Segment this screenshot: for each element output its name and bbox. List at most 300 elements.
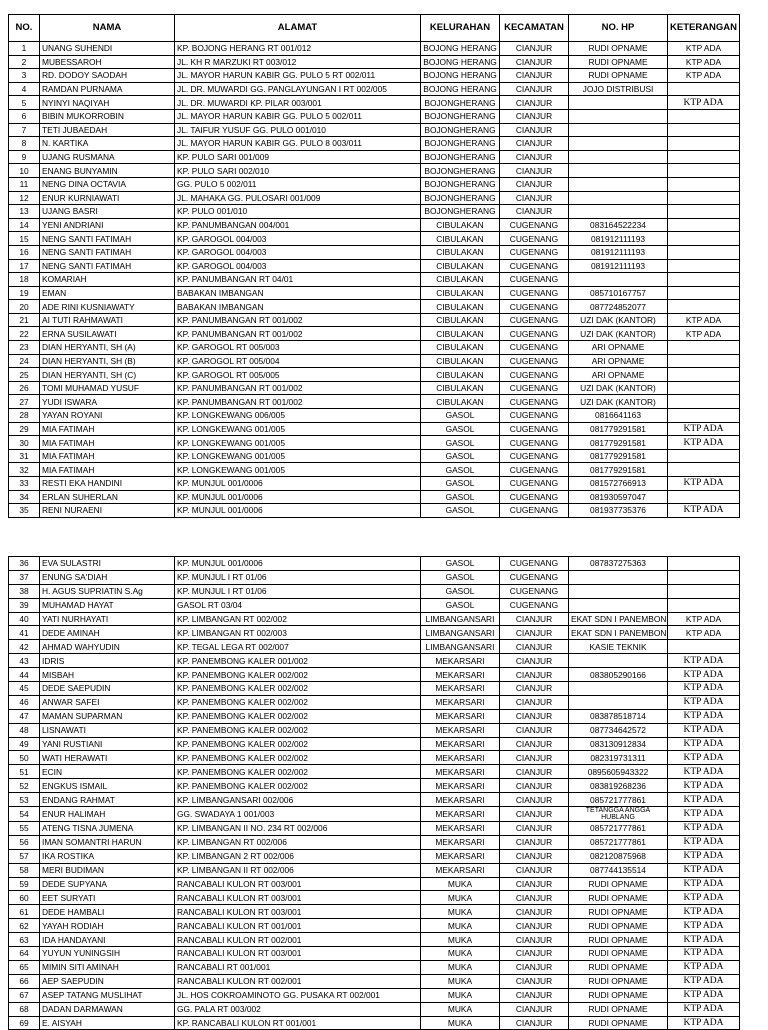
cell-no: 36 bbox=[9, 557, 40, 571]
cell-kelurahan: CIBULAKAN bbox=[421, 327, 500, 341]
cell-alamat: JL. MAYOR HARUN KABIR GG. PULO 5 002/011 bbox=[175, 109, 421, 123]
cell-no: 58 bbox=[9, 863, 40, 877]
cell-keterangan: KTP ADA bbox=[668, 436, 740, 450]
cell-hp bbox=[569, 682, 668, 696]
cell-no: 10 bbox=[9, 164, 40, 178]
cell-no: 4 bbox=[9, 82, 40, 96]
cell-keterangan bbox=[668, 354, 740, 368]
cell-kecamatan: CIANJUR bbox=[500, 109, 569, 123]
cell-hp: 085721777861 bbox=[569, 793, 668, 807]
cell-hp: UZI DAK (KANTOR) bbox=[569, 395, 668, 409]
cell-kelurahan: CIBULAKAN bbox=[421, 232, 500, 246]
table-row bbox=[9, 232, 740, 246]
cell-keterangan bbox=[668, 368, 740, 382]
cell-no: 64 bbox=[9, 947, 40, 961]
cell-alamat: BABAKAN IMBANGAN bbox=[175, 300, 421, 314]
cell-nama: ATENG TISNA JUMENA bbox=[40, 822, 175, 836]
cell-kecamatan: CIANJUR bbox=[500, 765, 569, 779]
cell-alamat: JL. MAYOR HARUN KABIR GG. PULO 8 003/011 bbox=[175, 137, 421, 151]
cell-keterangan bbox=[668, 205, 740, 219]
cell-keterangan: KTP ADA bbox=[668, 974, 740, 988]
cell-hp bbox=[569, 654, 668, 668]
cell-no: 20 bbox=[9, 300, 40, 314]
table-row bbox=[9, 863, 740, 877]
cell-no: 2 bbox=[9, 55, 40, 69]
cell-hp: 087837275363 bbox=[569, 557, 668, 571]
table-row bbox=[9, 164, 740, 178]
cell-keterangan: KTP ADA bbox=[668, 1016, 740, 1030]
cell-kelurahan: MEKARSARI bbox=[421, 849, 500, 863]
cell-alamat: KP. MUNJUL I RT 01/06 bbox=[175, 584, 421, 598]
cell-kecamatan: CUGENANG bbox=[500, 490, 569, 504]
cell-nama: IMAN SOMANTRI HARUN bbox=[40, 835, 175, 849]
cell-hp: 081930597047 bbox=[569, 490, 668, 504]
table-row bbox=[9, 1016, 740, 1030]
table-row bbox=[9, 409, 740, 423]
cell-no: 42 bbox=[9, 640, 40, 654]
cell-nama: ERNA SUSILAWATI bbox=[40, 327, 175, 341]
cell-no: 31 bbox=[9, 449, 40, 463]
cell-kecamatan: CUGENANG bbox=[500, 313, 569, 327]
cell-kecamatan: CIANJUR bbox=[500, 877, 569, 891]
cell-hp: 081912111193 bbox=[569, 245, 668, 259]
cell-kecamatan: CUGENANG bbox=[500, 449, 569, 463]
cell-kecamatan: CUGENANG bbox=[500, 477, 569, 491]
table-row bbox=[9, 368, 740, 382]
cell-alamat: KP. LONGKEWANG 001/005 bbox=[175, 463, 421, 477]
cell-alamat: KP. LONGKEWANG 001/005 bbox=[175, 436, 421, 450]
cell-hp: 081912111193 bbox=[569, 259, 668, 273]
cell-hp bbox=[569, 598, 668, 612]
cell-keterangan bbox=[668, 449, 740, 463]
cell-alamat: BABAKAN IMBANGAN bbox=[175, 286, 421, 300]
cell-nama: ENUNG SA'DIAH bbox=[40, 570, 175, 584]
cell-keterangan bbox=[668, 259, 740, 273]
cell-keterangan bbox=[668, 232, 740, 246]
cell-alamat: KP. LIMBANGAN II RT 002/006 bbox=[175, 863, 421, 877]
table-row bbox=[9, 273, 740, 287]
cell-nama: TOMI MUHAMAD YUSUF bbox=[40, 381, 175, 395]
cell-hp: RUDI OPNAME bbox=[569, 947, 668, 961]
cell-nama: NENG DINA OCTAVIA bbox=[40, 177, 175, 191]
cell-nama: IDRIS bbox=[40, 654, 175, 668]
cell-hp: 081912111193 bbox=[569, 232, 668, 246]
table-row bbox=[9, 668, 740, 682]
cell-hp: RUDI OPNAME bbox=[569, 905, 668, 919]
cell-alamat: KP. PULO SARI 001/009 bbox=[175, 150, 421, 164]
cell-alamat: KP. RANCABALI KULON RT 001/001 bbox=[175, 1016, 421, 1030]
cell-hp: RUDI OPNAME bbox=[569, 960, 668, 974]
cell-nama: DIAN HERYANTI, SH (A) bbox=[40, 341, 175, 355]
cell-no: 54 bbox=[9, 807, 40, 822]
cell-alamat: KP. LIMBANGAN RT 002/002 bbox=[175, 612, 421, 626]
cell-kecamatan: CUGENANG bbox=[500, 368, 569, 382]
cell-alamat: KP. PANEMBONG KALER 002/002 bbox=[175, 751, 421, 765]
table-row bbox=[9, 477, 740, 491]
cell-no: 26 bbox=[9, 381, 40, 395]
cell-no: 28 bbox=[9, 409, 40, 423]
cell-hp: 081937735376 bbox=[569, 504, 668, 518]
cell-alamat: KP. MUNJUL I RT 01/06 bbox=[175, 570, 421, 584]
header-row bbox=[9, 15, 740, 42]
cell-kelurahan: GASOL bbox=[421, 570, 500, 584]
table-row bbox=[9, 557, 740, 571]
cell-keterangan: KTP ADA bbox=[668, 947, 740, 961]
cell-alamat: KP. GAROGOL 004/003 bbox=[175, 259, 421, 273]
cell-hp: 081572766913 bbox=[569, 477, 668, 491]
cell-hp: RUDI OPNAME bbox=[569, 55, 668, 69]
cell-alamat: KP. TEGAL LEGA RT 002/007 bbox=[175, 640, 421, 654]
cell-no: 29 bbox=[9, 422, 40, 436]
cell-kelurahan: GASOL bbox=[421, 504, 500, 518]
cell-alamat: KP. GAROGOL RT 005/004 bbox=[175, 354, 421, 368]
table-row bbox=[9, 341, 740, 355]
cell-kecamatan: CUGENANG bbox=[500, 463, 569, 477]
cell-keterangan bbox=[668, 273, 740, 287]
cell-kecamatan: CIANJUR bbox=[500, 1002, 569, 1016]
cell-hp: 087734642572 bbox=[569, 723, 668, 737]
cell-kelurahan: CIBULAKAN bbox=[421, 368, 500, 382]
table-row bbox=[9, 1002, 740, 1016]
cell-nama: MIA FATIMAH bbox=[40, 449, 175, 463]
cell-kelurahan: MUKA bbox=[421, 919, 500, 933]
cell-alamat: KP. PANEMBONG KALER 002/002 bbox=[175, 765, 421, 779]
cell-kelurahan: MUKA bbox=[421, 988, 500, 1002]
cell-kecamatan: CIANJUR bbox=[500, 69, 569, 83]
cell-kelurahan: CIBULAKAN bbox=[421, 286, 500, 300]
table-row bbox=[9, 504, 740, 518]
cell-keterangan: KTP ADA bbox=[668, 891, 740, 905]
table-row bbox=[9, 191, 740, 205]
cell-kecamatan: CUGENANG bbox=[500, 327, 569, 341]
cell-alamat: KP. PANEMBONG KALER 002/002 bbox=[175, 737, 421, 751]
cell-hp: KASIE TEKNIK bbox=[569, 640, 668, 654]
cell-nama: NENG SANTI FATIMAH bbox=[40, 259, 175, 273]
cell-hp: 081779291581 bbox=[569, 463, 668, 477]
cell-hp: 085721777861 bbox=[569, 835, 668, 849]
cell-kelurahan: GASOL bbox=[421, 449, 500, 463]
cell-kelurahan: GASOL bbox=[421, 463, 500, 477]
cell-nama: MISBAH bbox=[40, 668, 175, 682]
cell-keterangan: KTP ADA bbox=[668, 807, 740, 822]
cell-keterangan: KTP ADA bbox=[668, 765, 740, 779]
table-row bbox=[9, 737, 740, 751]
cell-kelurahan: GASOL bbox=[421, 422, 500, 436]
cell-nama: EVA SULASTRI bbox=[40, 557, 175, 571]
cell-nama: DEDE HAMBALI bbox=[40, 905, 175, 919]
cell-nama: DADAN DARMAWAN bbox=[40, 1002, 175, 1016]
cell-hp: 082319731311 bbox=[569, 751, 668, 765]
table-row bbox=[9, 988, 740, 1002]
cell-no: 25 bbox=[9, 368, 40, 382]
cell-kecamatan: CIANJUR bbox=[500, 137, 569, 151]
cell-no: 12 bbox=[9, 191, 40, 205]
data-table-1 bbox=[8, 14, 740, 518]
cell-nama: MIA FATIMAH bbox=[40, 436, 175, 450]
cell-kecamatan: CUGENANG bbox=[500, 436, 569, 450]
cell-kecamatan: CIANJUR bbox=[500, 960, 569, 974]
cell-kecamatan: CUGENANG bbox=[500, 259, 569, 273]
cell-hp: 085710167757 bbox=[569, 286, 668, 300]
table-row bbox=[9, 177, 740, 191]
cell-kecamatan: CIANJUR bbox=[500, 737, 569, 751]
cell-nama: AEP SAEPUDIN bbox=[40, 974, 175, 988]
cell-kecamatan: CUGENANG bbox=[500, 218, 569, 232]
cell-alamat: GG. PULO 5 002/011 bbox=[175, 177, 421, 191]
cell-kecamatan: CUGENANG bbox=[500, 232, 569, 246]
cell-nama: RESTI EKA HANDINI bbox=[40, 477, 175, 491]
cell-no: 32 bbox=[9, 463, 40, 477]
cell-kelurahan: MEKARSARI bbox=[421, 654, 500, 668]
cell-hp: 0895605943322 bbox=[569, 765, 668, 779]
cell-nama: EMAN bbox=[40, 286, 175, 300]
cell-kelurahan: CIBULAKAN bbox=[421, 313, 500, 327]
cell-keterangan bbox=[668, 164, 740, 178]
cell-hp bbox=[569, 123, 668, 137]
cell-kecamatan: CUGENANG bbox=[500, 395, 569, 409]
cell-nama: YUYUN YUNINGSIH bbox=[40, 947, 175, 961]
cell-no: 27 bbox=[9, 395, 40, 409]
table-row bbox=[9, 723, 740, 737]
cell-no: 9 bbox=[9, 150, 40, 164]
cell-no: 15 bbox=[9, 232, 40, 246]
cell-no: 23 bbox=[9, 341, 40, 355]
cell-kecamatan: CIANJUR bbox=[500, 709, 569, 723]
cell-nama: UJANG BASRI bbox=[40, 205, 175, 219]
cell-nama: RENI NURAENI bbox=[40, 504, 175, 518]
cell-kelurahan: MUKA bbox=[421, 974, 500, 988]
cell-no: 61 bbox=[9, 905, 40, 919]
cell-hp: RUDI OPNAME bbox=[569, 891, 668, 905]
cell-no: 59 bbox=[9, 877, 40, 891]
cell-kelurahan: LIMBANGANSARI bbox=[421, 612, 500, 626]
cell-nama: YUDI ISWARA bbox=[40, 395, 175, 409]
cell-no: 69 bbox=[9, 1016, 40, 1030]
cell-hp: RUDI OPNAME bbox=[569, 69, 668, 83]
cell-kelurahan: MUKA bbox=[421, 960, 500, 974]
cell-kecamatan: CIANJUR bbox=[500, 177, 569, 191]
cell-kecamatan: CIANJUR bbox=[500, 82, 569, 96]
table-row bbox=[9, 822, 740, 836]
cell-hp: 087724852077 bbox=[569, 300, 668, 314]
cell-kelurahan: LIMBANGANSARI bbox=[421, 626, 500, 640]
cell-hp: RUDI OPNAME bbox=[569, 988, 668, 1002]
header-alamat: ALAMAT bbox=[175, 15, 421, 42]
cell-kecamatan: CUGENANG bbox=[500, 354, 569, 368]
cell-hp bbox=[569, 191, 668, 205]
table-row bbox=[9, 449, 740, 463]
cell-alamat: KP. LONGKEWANG 006/005 bbox=[175, 409, 421, 423]
cell-keterangan bbox=[668, 300, 740, 314]
cell-keterangan: KTP ADA bbox=[668, 695, 740, 709]
table-row bbox=[9, 807, 740, 822]
cell-hp bbox=[569, 273, 668, 287]
cell-nama: ANWAR SAFEI bbox=[40, 695, 175, 709]
header-nama: NAMA bbox=[40, 15, 175, 42]
cell-kelurahan: MUKA bbox=[421, 1016, 500, 1030]
cell-kelurahan: BOJONG HERANG bbox=[421, 55, 500, 69]
cell-kelurahan: GASOL bbox=[421, 409, 500, 423]
cell-keterangan: KTP ADA bbox=[668, 905, 740, 919]
cell-kecamatan: CIANJUR bbox=[500, 988, 569, 1002]
table-row bbox=[9, 709, 740, 723]
cell-hp: ARI OPNAME bbox=[569, 368, 668, 382]
table-row bbox=[9, 82, 740, 96]
cell-keterangan bbox=[668, 109, 740, 123]
cell-kecamatan: CUGENANG bbox=[500, 341, 569, 355]
cell-kelurahan: MEKARSARI bbox=[421, 822, 500, 836]
cell-kecamatan: CIANJUR bbox=[500, 947, 569, 961]
cell-no: 53 bbox=[9, 793, 40, 807]
data-table-2 bbox=[8, 556, 740, 1030]
cell-kelurahan: GASOL bbox=[421, 557, 500, 571]
cell-keterangan: KTP ADA bbox=[668, 626, 740, 640]
cell-no: 30 bbox=[9, 436, 40, 450]
cell-alamat: RANCABALI KULON RT 003/001 bbox=[175, 905, 421, 919]
cell-nama: RD. DODOY SAODAH bbox=[40, 69, 175, 83]
cell-alamat: KP. PULO 001/010 bbox=[175, 205, 421, 219]
table-row bbox=[9, 598, 740, 612]
cell-kecamatan: CIANJUR bbox=[500, 723, 569, 737]
cell-kecamatan: CUGENANG bbox=[500, 570, 569, 584]
table-row bbox=[9, 422, 740, 436]
cell-keterangan: KTP ADA bbox=[668, 668, 740, 682]
cell-keterangan bbox=[668, 463, 740, 477]
header-hp: NO. HP bbox=[569, 15, 668, 42]
cell-no: 5 bbox=[9, 96, 40, 110]
cell-no: 43 bbox=[9, 654, 40, 668]
cell-kelurahan: MEKARSARI bbox=[421, 765, 500, 779]
table-row bbox=[9, 490, 740, 504]
cell-alamat: KP. PANEMBONG KALER 002/002 bbox=[175, 779, 421, 793]
table-row bbox=[9, 137, 740, 151]
cell-kelurahan: MUKA bbox=[421, 933, 500, 947]
cell-no: 49 bbox=[9, 737, 40, 751]
cell-no: 48 bbox=[9, 723, 40, 737]
cell-no: 46 bbox=[9, 695, 40, 709]
cell-nama: WATI HERAWATI bbox=[40, 751, 175, 765]
cell-alamat: JL. TAIFUR YUSUF GG. PULO 001/010 bbox=[175, 123, 421, 137]
cell-nama: MUHAMAD HAYAT bbox=[40, 598, 175, 612]
cell-keterangan: KTP ADA bbox=[668, 988, 740, 1002]
cell-keterangan bbox=[668, 490, 740, 504]
cell-alamat: KP. PANUMBANGAN RT 001/002 bbox=[175, 381, 421, 395]
cell-no: 24 bbox=[9, 354, 40, 368]
cell-kecamatan: CIANJUR bbox=[500, 849, 569, 863]
cell-kelurahan: MEKARSARI bbox=[421, 695, 500, 709]
cell-no: 7 bbox=[9, 123, 40, 137]
table-row bbox=[9, 205, 740, 219]
table-row bbox=[9, 150, 740, 164]
cell-nama: E. AISYAH bbox=[40, 1016, 175, 1030]
table-row bbox=[9, 55, 740, 69]
cell-hp: 083878518714 bbox=[569, 709, 668, 723]
cell-kelurahan: CIBULAKAN bbox=[421, 341, 500, 355]
cell-kelurahan: BOJONGHERANG bbox=[421, 191, 500, 205]
cell-hp bbox=[569, 109, 668, 123]
cell-alamat: KP. PANEMBONG KALER 002/002 bbox=[175, 682, 421, 696]
cell-alamat: KP. PANUMBANGAN RT 001/002 bbox=[175, 395, 421, 409]
cell-nama: ENGKUS ISMAIL bbox=[40, 779, 175, 793]
cell-alamat: KP. GAROGOL 004/003 bbox=[175, 232, 421, 246]
cell-nama: DEDE SAEPUDIN bbox=[40, 682, 175, 696]
cell-hp: RUDI OPNAME bbox=[569, 877, 668, 891]
cell-keterangan: KTP ADA bbox=[668, 919, 740, 933]
cell-kelurahan: MEKARSARI bbox=[421, 682, 500, 696]
cell-keterangan: KTP ADA bbox=[668, 863, 740, 877]
table-row bbox=[9, 933, 740, 947]
cell-hp bbox=[569, 137, 668, 151]
cell-kecamatan: CUGENANG bbox=[500, 504, 569, 518]
cell-no: 14 bbox=[9, 218, 40, 232]
cell-keterangan: KTP ADA bbox=[668, 793, 740, 807]
cell-nama: ERLAN SUHERLAN bbox=[40, 490, 175, 504]
cell-kecamatan: CIANJUR bbox=[500, 205, 569, 219]
table-row bbox=[9, 286, 740, 300]
table-row bbox=[9, 69, 740, 83]
cell-keterangan bbox=[668, 82, 740, 96]
cell-kecamatan: CIANJUR bbox=[500, 905, 569, 919]
cell-nama: YAYAN ROYANI bbox=[40, 409, 175, 423]
cell-keterangan bbox=[668, 640, 740, 654]
cell-keterangan bbox=[668, 557, 740, 571]
cell-nama: NENG SANTI FATIMAH bbox=[40, 245, 175, 259]
cell-hp: EKAT SDN I PANEMBON bbox=[569, 626, 668, 640]
cell-kelurahan: MEKARSARI bbox=[421, 807, 500, 822]
cell-kecamatan: CIANJUR bbox=[500, 933, 569, 947]
cell-kelurahan: MEKARSARI bbox=[421, 737, 500, 751]
cell-alamat: KP. LONGKEWANG 001/005 bbox=[175, 449, 421, 463]
cell-kelurahan: MEKARSARI bbox=[421, 793, 500, 807]
cell-nama: AHMAD WAHYUDIN bbox=[40, 640, 175, 654]
cell-alamat: KP. BOJONG HERANG RT 001/012 bbox=[175, 42, 421, 56]
cell-alamat: KP. PANEMBONG KALER 002/002 bbox=[175, 695, 421, 709]
cell-kelurahan: CIBULAKAN bbox=[421, 273, 500, 287]
cell-kelurahan: CIBULAKAN bbox=[421, 354, 500, 368]
cell-hp: EKAT SDN I PANEMBON bbox=[569, 612, 668, 626]
table-row bbox=[9, 96, 740, 110]
cell-hp: 087744135514 bbox=[569, 863, 668, 877]
cell-kecamatan: CIANJUR bbox=[500, 640, 569, 654]
cell-no: 60 bbox=[9, 891, 40, 905]
table-row bbox=[9, 218, 740, 232]
cell-no: 41 bbox=[9, 626, 40, 640]
cell-kelurahan: BOJONGHERANG bbox=[421, 177, 500, 191]
cell-kelurahan: BOJONGHERANG bbox=[421, 109, 500, 123]
table-2-body bbox=[9, 557, 740, 1030]
cell-nama: UJANG RUSMANA bbox=[40, 150, 175, 164]
cell-alamat: JL. MAYOR HARUN KABIR GG. PULO 5 RT 002/011 bbox=[175, 69, 421, 83]
cell-hp: TETANGGA ANGGA HUBLANG bbox=[569, 807, 668, 822]
cell-kelurahan: MEKARSARI bbox=[421, 779, 500, 793]
cell-alamat: RANCABALI KULON RT 003/001 bbox=[175, 891, 421, 905]
cell-kelurahan: CIBULAKAN bbox=[421, 259, 500, 273]
cell-kelurahan: GASOL bbox=[421, 490, 500, 504]
cell-kecamatan: CIANJUR bbox=[500, 974, 569, 988]
cell-kecamatan: CUGENANG bbox=[500, 584, 569, 598]
cell-kelurahan: BOJONGHERANG bbox=[421, 164, 500, 178]
cell-hp: 083164522234 bbox=[569, 218, 668, 232]
table-row bbox=[9, 919, 740, 933]
cell-alamat: JL. DR. MUWARDI GG. PANGLAYUNGAN I RT 002/005 bbox=[175, 82, 421, 96]
cell-alamat: GG. PALA RT 003/002 bbox=[175, 1002, 421, 1016]
cell-no: 38 bbox=[9, 584, 40, 598]
cell-kecamatan: CIANJUR bbox=[500, 123, 569, 137]
table-row bbox=[9, 300, 740, 314]
table-row bbox=[9, 354, 740, 368]
table-row bbox=[9, 612, 740, 626]
cell-kelurahan: GASOL bbox=[421, 436, 500, 450]
